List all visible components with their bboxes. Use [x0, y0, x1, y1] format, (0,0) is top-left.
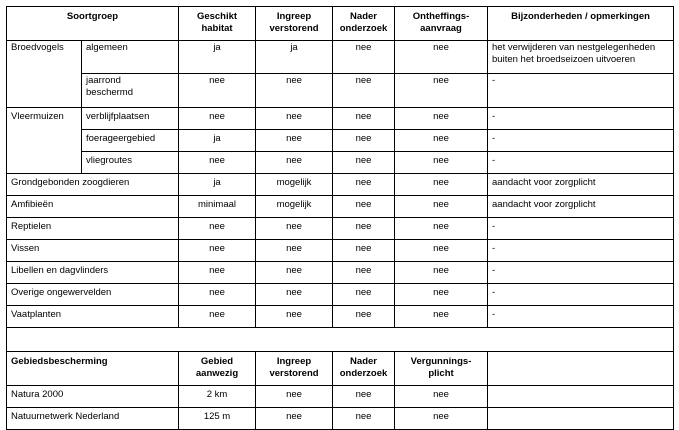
table-row [7, 306, 674, 328]
cell-ingreep: mogelijk [256, 196, 333, 218]
cell-ingreep: nee [256, 262, 333, 284]
cell-aanwezig: 125 m [179, 408, 256, 430]
sub-label: verblijfplaatsen [82, 108, 179, 130]
group-broedvogels: Broedvogels [7, 41, 82, 108]
cell-nader: nee [333, 108, 395, 130]
spacer-cell [7, 328, 674, 352]
table-row [7, 41, 674, 74]
cell-ontheffing: nee [395, 41, 488, 74]
cell-ontheffing: nee [395, 240, 488, 262]
header-empty [488, 352, 674, 386]
cell-ontheffing: nee [395, 74, 488, 108]
cell-vergunning: nee [395, 408, 488, 430]
cell-ontheffing: nee [395, 196, 488, 218]
cell-opmerking: - [488, 130, 674, 152]
cell-nader: nee [333, 218, 395, 240]
header-soortgroep: Soortgroep [7, 7, 179, 41]
sub-label: foerageergebied [82, 130, 179, 152]
cell-nader: nee [333, 284, 395, 306]
cell-opmerking: - [488, 262, 674, 284]
cell-geschikt: nee [179, 74, 256, 108]
cell-geschikt: nee [179, 108, 256, 130]
cell-ontheffing: nee [395, 152, 488, 174]
cell-nader: nee [333, 174, 395, 196]
cell-ingreep: nee [256, 130, 333, 152]
cell-ingreep: nee [256, 218, 333, 240]
cell-ontheffing: nee [395, 218, 488, 240]
cell-opmerking: - [488, 152, 674, 174]
cell-nader: nee [333, 408, 395, 430]
cell-opmerking: - [488, 306, 674, 328]
table-row [7, 130, 674, 152]
cell-nader: nee [333, 130, 395, 152]
cell-nader: nee [333, 240, 395, 262]
table-row [7, 386, 674, 408]
cell-geschikt: nee [179, 284, 256, 306]
header-vergunning: Vergunnings- plicht [395, 352, 488, 386]
cell-geschikt: minimaal [179, 196, 256, 218]
table-row [7, 108, 674, 130]
soort-label: Vissen [7, 240, 179, 262]
table-row [7, 218, 674, 240]
cell-ingreep: ja [256, 41, 333, 74]
cell-empty [488, 408, 674, 430]
soort-label: Amfibieën [7, 196, 179, 218]
soorten-tabel [6, 6, 674, 430]
table-row [7, 240, 674, 262]
soort-label: Grondgebonden zoogdieren [7, 174, 179, 196]
cell-ingreep: nee [256, 240, 333, 262]
cell-ingreep: nee [256, 408, 333, 430]
soort-label: Vaatplanten [7, 306, 179, 328]
cell-ontheffing: nee [395, 174, 488, 196]
sub-label: algemeen [82, 41, 179, 74]
cell-geschikt: ja [179, 130, 256, 152]
cell-nader: nee [333, 41, 395, 74]
table-row [7, 408, 674, 430]
cell-geschikt: ja [179, 174, 256, 196]
sub-label: jaarrond beschermd [82, 74, 179, 108]
cell-ontheffing: nee [395, 306, 488, 328]
cell-geschikt: ja [179, 41, 256, 74]
table-row [7, 196, 674, 218]
cell-aanwezig: 2 km [179, 386, 256, 408]
soort-label: Overige ongewervelden [7, 284, 179, 306]
cell-nader: nee [333, 262, 395, 284]
gebied-label: Natura 2000 [7, 386, 179, 408]
table-row [7, 74, 674, 108]
cell-opmerking: het verwijderen van nestgelegenheden buiten het broedseizoen uitvoeren [488, 41, 674, 74]
header-nader: Nader onderzoek [333, 352, 395, 386]
cell-nader: nee [333, 386, 395, 408]
sub-label: vliegroutes [82, 152, 179, 174]
cell-nader: nee [333, 306, 395, 328]
cell-opmerking: - [488, 74, 674, 108]
cell-ontheffing: nee [395, 130, 488, 152]
cell-opmerking: - [488, 284, 674, 306]
cell-opmerking: - [488, 108, 674, 130]
header-geschikt: Geschikt habitat [179, 7, 256, 41]
cell-geschikt: nee [179, 240, 256, 262]
cell-ingreep: nee [256, 284, 333, 306]
spacer-row [7, 328, 674, 352]
cell-empty [488, 386, 674, 408]
soort-label: Libellen en dagvlinders [7, 262, 179, 284]
soort-label: Reptielen [7, 218, 179, 240]
header-aanwezig: Gebied aanwezig [179, 352, 256, 386]
header-gebiedsbescherming: Gebiedsbescherming [7, 352, 179, 386]
table-row [7, 284, 674, 306]
cell-opmerking: - [488, 240, 674, 262]
cell-ingreep: nee [256, 152, 333, 174]
gebied-label: Natuurnetwerk Nederland [7, 408, 179, 430]
header-ingreep: Ingreep verstorend [256, 352, 333, 386]
cell-opmerking: aandacht voor zorgplicht [488, 174, 674, 196]
cell-ingreep: mogelijk [256, 174, 333, 196]
cell-opmerking: aandacht voor zorgplicht [488, 196, 674, 218]
header-ingreep: Ingreep verstorend [256, 7, 333, 41]
cell-ingreep: nee [256, 306, 333, 328]
cell-ingreep: nee [256, 108, 333, 130]
table-row [7, 174, 674, 196]
cell-ingreep: nee [256, 74, 333, 108]
cell-nader: nee [333, 152, 395, 174]
cell-ontheffing: nee [395, 108, 488, 130]
cell-nader: nee [333, 74, 395, 108]
cell-geschikt: nee [179, 152, 256, 174]
cell-opmerking: - [488, 218, 674, 240]
gebied-header-row [7, 352, 674, 386]
cell-nader: nee [333, 196, 395, 218]
cell-vergunning: nee [395, 386, 488, 408]
soort-header-row [7, 7, 674, 41]
table-row [7, 262, 674, 284]
header-ontheffing: Ontheffings- aanvraag [395, 7, 488, 41]
cell-ingreep: nee [256, 386, 333, 408]
cell-geschikt: nee [179, 218, 256, 240]
cell-ontheffing: nee [395, 262, 488, 284]
header-nader: Nader onderzoek [333, 7, 395, 41]
cell-ontheffing: nee [395, 284, 488, 306]
cell-geschikt: nee [179, 306, 256, 328]
group-vleermuizen: Vleermuizen [7, 108, 82, 174]
table-row [7, 152, 674, 174]
cell-geschikt: nee [179, 262, 256, 284]
header-opmerkingen: Bijzonderheden / opmerkingen [488, 7, 674, 41]
